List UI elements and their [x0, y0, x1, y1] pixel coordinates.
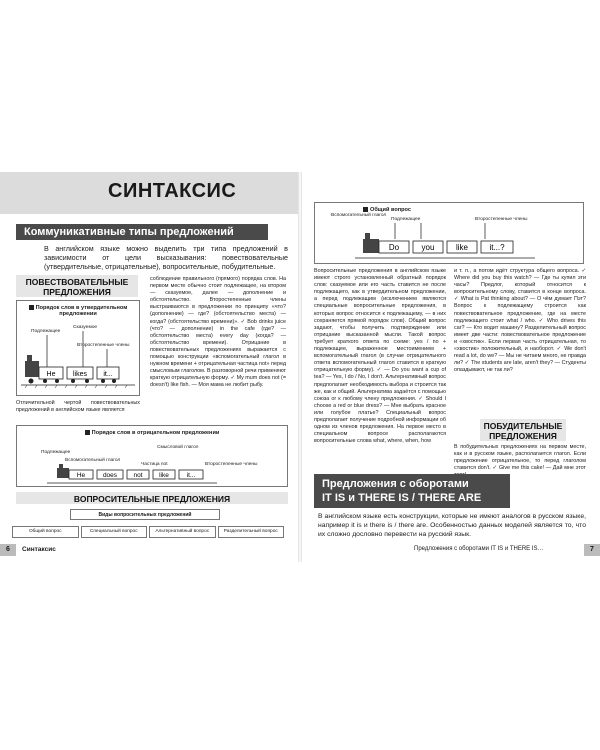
left-col2-text: соблюдение правильного (прямого) порядка слов. На первом месте обычно стоит подлежащее, на втором — сказуемое, далее — дополнение и обстоятельство. Второстепенные члены выстраиваются в предложении по принципу «что? (дополнение) — где? (обстоятельство места) — когда? (обстоятельство времени)». ✓ Bob drinks juice (что? — дополнение) in the cafe (где? — обстоятельство места) every day (когда? — обстоятельство времени). Отрицание в повествовательных предложениях выражается с помощью конструкции «вспомогательный глагол в нужном времени + отрицательная частица not» перед смысловым глаголом. В разговорной речи применяют краткую отрицательную форму. ✓ My mum does not (= doesn't) like fish. — Моя мама не любит рыбу.: [150, 276, 286, 389]
car-it: it...: [103, 371, 113, 378]
label-predicate: Сказуемое: [73, 325, 98, 330]
car-you: you: [421, 243, 435, 252]
car-it: it...?: [489, 243, 505, 252]
label-secondary: Второстепенные члены: [77, 343, 130, 348]
questions-heading: ВОПРОСИТЕЛЬНЫЕ ПРЕДЛОЖЕНИЯ: [16, 492, 288, 504]
footer-left: Синтаксис: [22, 546, 56, 553]
section2-line1: Предложения с оборотами: [322, 478, 469, 490]
label-aux: Вспомогательный глагол: [331, 213, 387, 218]
negative-box-title: Порядок слов в отрицательном предложении: [17, 430, 287, 436]
negative-train-illustration: [17, 426, 289, 488]
chapter-title: СИНТАКСИС: [108, 180, 237, 202]
label-particle: Частица not: [141, 462, 168, 467]
affirmative-box-title: Порядок слов в утвердительном предложении: [17, 305, 139, 317]
imperative-text: В побудительных предложениях на первом месте, как и в русском языке, располагается глагол. Если предложение отрицательное, то перед глаголом ставится don't. ✓ Give me this cake! — Дай мне этот: [454, 444, 586, 472]
car-not: not: [133, 472, 143, 479]
left-col1-text: Отличительной чертой повествовательных предложений в английском языке является: [16, 400, 140, 414]
section2-paragraph: В английском языке есть конструкции, которые не имеют аналогов в русском языке, например it is и there is / there are. Особенностью данных моделей является то, что их сложно дословно перевести на русский язык.: [318, 513, 586, 538]
kind-special: Специальный вопрос: [81, 526, 148, 538]
label-subject: Подлежащее: [41, 450, 71, 455]
car-like: like: [159, 472, 169, 479]
car-it: it...: [186, 472, 196, 479]
label-secondary: Второстепенные члены: [475, 217, 528, 222]
general-question-title: Общий вопрос: [363, 207, 411, 213]
negative-order-box: [16, 425, 288, 487]
general-question-train: [315, 203, 585, 265]
car-likes: likes: [72, 371, 88, 378]
footer-right: Предложения с оборотами IT IS и THERE IS…: [414, 546, 544, 552]
book-spread: [0, 172, 600, 562]
affirmative-order-box: [16, 300, 140, 396]
car-does: does: [102, 472, 118, 479]
kind-alternative: Альтернативный вопрос: [149, 526, 216, 538]
label-main-verb: Смысловой глагол: [157, 445, 199, 450]
right-col2-text: и т. п., а потом идёт структура общего вопроса. ✓ Where did you buy this watch? — Где ты купил эти часы? Предлог, который относится к вопросительному слову, ставится в конце вопроса. ✓ What is Pat thinking about? — О чём думает Пэт? Вопрос к подлежащему строится как повествовательное предложение, где на месте подлежащего стоит what / who. ✓ Who drives this car? — Кто водит машину? Разделительный вопрос имеет две части: повествовательное предложение и «хвостик». Если первая часть отрицательная, то «хвостик» положительный, и наоборот. ✓ We don't read a lot, do we? — Мы не читаем много, не правда ли? ✓ The students are late, aren't they? — Студенты опаздывают, не так ли?: [454, 268, 586, 374]
question-kinds-heading: Виды вопросительных предложений: [70, 509, 220, 520]
section-heading-communicative: Коммуникативные типы предложений: [16, 224, 268, 240]
left-page: [0, 172, 298, 562]
general-question-box: [314, 202, 584, 264]
car-like: like: [455, 243, 469, 252]
label-secondary: Второстепенные члены: [205, 462, 258, 467]
question-kinds-row: [12, 526, 284, 538]
affirmative-train-illustration: [17, 301, 141, 397]
kind-disjunctive: Разделительный вопрос: [218, 526, 285, 538]
imperative-heading: ПОБУДИТЕЛЬНЫЕ ПРЕДЛОЖЕНИЯ: [480, 419, 566, 441]
kind-general: Общий вопрос: [12, 526, 79, 538]
label-subject: Подлежащее: [31, 329, 61, 334]
intro-paragraph: В английском языке можно выделить три типа предложений в зависимости от цели высказывания: повествовательные (утвердительные, отрицательные), вопросительные, побудительные.: [44, 244, 288, 272]
section2-line2: IT IS и THERE IS / THERE ARE: [322, 492, 482, 504]
chapter-title-band: [0, 172, 298, 214]
car-do: Do: [388, 243, 400, 252]
declarative-heading: ПОВЕСТВОВАТЕЛЬНЫЕ ПРЕДЛОЖЕНИЯ: [16, 275, 138, 297]
car-he: He: [76, 472, 86, 479]
right-page: [302, 172, 600, 562]
car-he: He: [46, 371, 56, 378]
page-number-left: 6: [0, 544, 16, 556]
page-number-right: 7: [584, 544, 600, 556]
label-subject: Подлежащее: [391, 217, 421, 222]
section-heading-it-is: [314, 474, 510, 508]
right-col1-text: Вопросительные предложения в английском языке имеют строго установленный обратный порядок слов: сказуемое или его часть ставится не после подлежащего, как в утвердительном предложении, а перед подлежащим (исключением являются специальные вопросительные предложения, в которых вопрос относится к подлежащему, — в них сохраняется прямой порядок слов). Общий вопрос задают, чтобы получить подтверждение или отрицание высказанной мысли. Такой вопрос требует краткого ответа по схеме: yes / no + подлежащее, выраженное местоимением + вспомогательный глагол (в случае отрицательного ответа вспомогательный глагол ставится в краткую отрицательную форму). ✓ — Do you want a cup of tea? — Yes, I do / No, I don't. Альтернативный вопрос предполагает необходимость выбора и строится так же, как и общий. Альтернатива задаётся с помощью союза or к любому члену предложения. ✓ Should I choose a red or blue dress? — Мне выбрать красное или голубое платье? Специальный вопрос предполагает получение подробной информации об одном из членов предложения. На первое место в специальном вопросе располагаются вопросительные слова what, where, when, how: [314, 268, 446, 445]
label-aux: Вспомогательный глагол: [65, 458, 121, 463]
